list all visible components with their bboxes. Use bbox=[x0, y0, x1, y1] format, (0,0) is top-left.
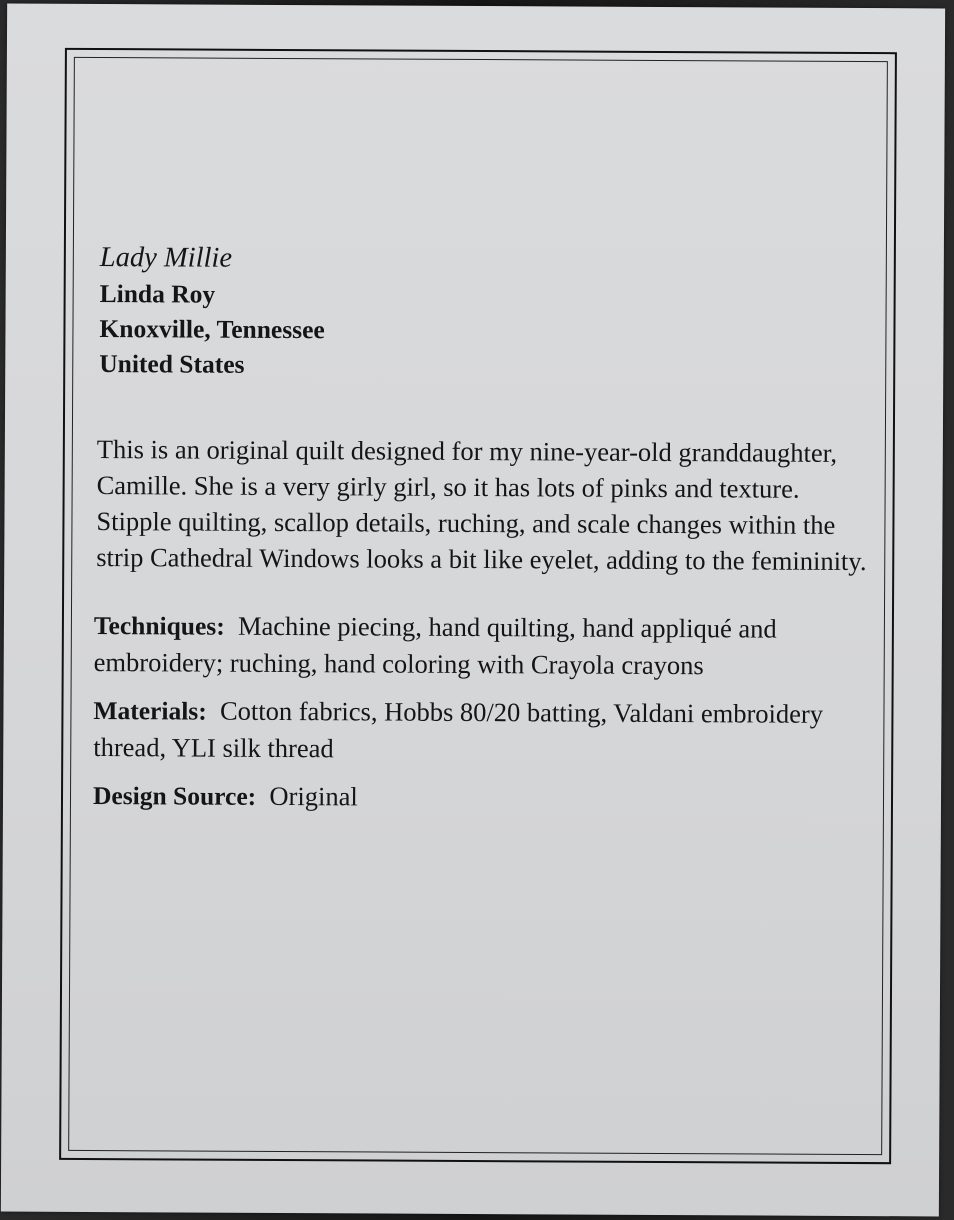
materials-label: Materials: bbox=[93, 696, 207, 726]
maker-name: Linda Roy bbox=[99, 279, 216, 309]
techniques-value: Machine piecing, hand quilting, hand appliqué and embroidery; ruching, hand coloring with Crayola crayons bbox=[93, 610, 777, 681]
techniques-label: Techniques: bbox=[93, 611, 225, 641]
quilt-label-sheet bbox=[1, 4, 945, 1217]
materials-value: Cotton fabrics, Hobbs 80/20 batting, Valdani embroidery thread, YLI silk thread bbox=[93, 695, 824, 764]
materials-entry bbox=[93, 692, 867, 769]
maker-country: United States bbox=[99, 349, 245, 379]
quilt-description: This is an original quilt designed for my nine-year-old granddaughter, Camille. She is a very girly girl, so it has lots of pinks and texture. Stipple quilting, scallop details, ruching, and scale changes within the strip Cathedral Windows looks a bit like eyelet, adding to the femininity. bbox=[96, 434, 867, 577]
techniques-entry bbox=[94, 607, 868, 684]
label-content bbox=[92, 240, 870, 818]
maker-city: Knoxville, Tennessee bbox=[99, 314, 325, 345]
quilt-title: Lady Millie bbox=[99, 242, 233, 274]
design-source-entry bbox=[93, 777, 867, 818]
design-source-label: Design Source: bbox=[92, 781, 257, 811]
design-source-value: Original bbox=[269, 780, 358, 812]
